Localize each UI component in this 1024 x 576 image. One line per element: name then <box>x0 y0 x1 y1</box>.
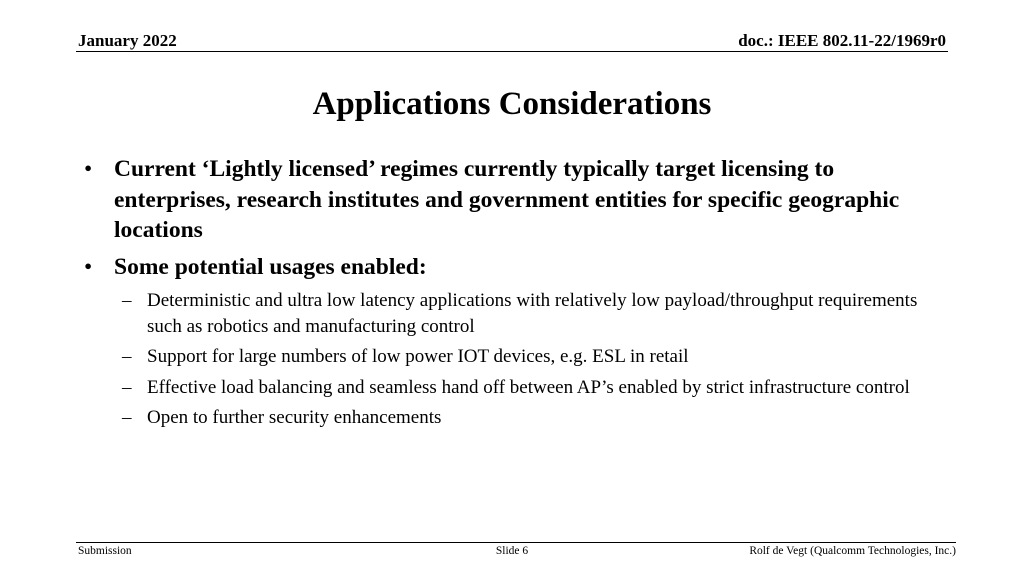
bullet-text: Current ‘Lightly licensed’ regimes currently typically target licensing to enterprises, research institutes and government entities for specific geographic locations <box>114 156 900 243</box>
dash-icon: – <box>122 376 132 398</box>
footer-slide-number: Slide 6 <box>495 545 529 557</box>
bullet-item <box>82 154 952 246</box>
dash-icon: – <box>122 346 132 367</box>
slide-title: Applications Considerations <box>312 86 712 122</box>
header-doc-id: doc.: IEEE 802.11-22/1969r0 <box>738 31 946 50</box>
sub-bullet-item <box>82 288 952 339</box>
header-divider <box>76 51 948 52</box>
sub-bullet-item <box>82 405 952 431</box>
footer-submission: Submission <box>78 545 132 557</box>
bullet-dot-icon: • <box>84 253 93 280</box>
bullet-text: Some potential usages enabled: <box>114 253 427 280</box>
header-date: January 2022 <box>78 31 177 50</box>
dash-icon: – <box>122 290 132 311</box>
footer-author: Rolf de Vegt (Qualcomm Technologies, Inc.) <box>749 545 956 557</box>
sub-bullet-item <box>82 375 952 401</box>
sub-bullet-text: Support for large numbers of low power IOT devices, e.g. ESL in retail <box>147 346 689 367</box>
sub-bullet-text: Deterministic and ultra low latency applications with relatively low payload/throughput requirements such as robotics and manufacturing control <box>147 290 918 337</box>
bullet-item <box>82 252 952 283</box>
footer-divider <box>76 542 956 543</box>
dash-icon: – <box>122 407 132 428</box>
slide-body <box>82 154 952 436</box>
sub-bullet-text: Open to further security enhancements <box>147 407 442 428</box>
sub-bullet-item <box>82 344 952 370</box>
sub-bullet-text: Effective load balancing and seamless hand off between AP’s enabled by strict infrastructure control <box>147 376 910 398</box>
bullet-dot-icon: • <box>84 156 93 182</box>
